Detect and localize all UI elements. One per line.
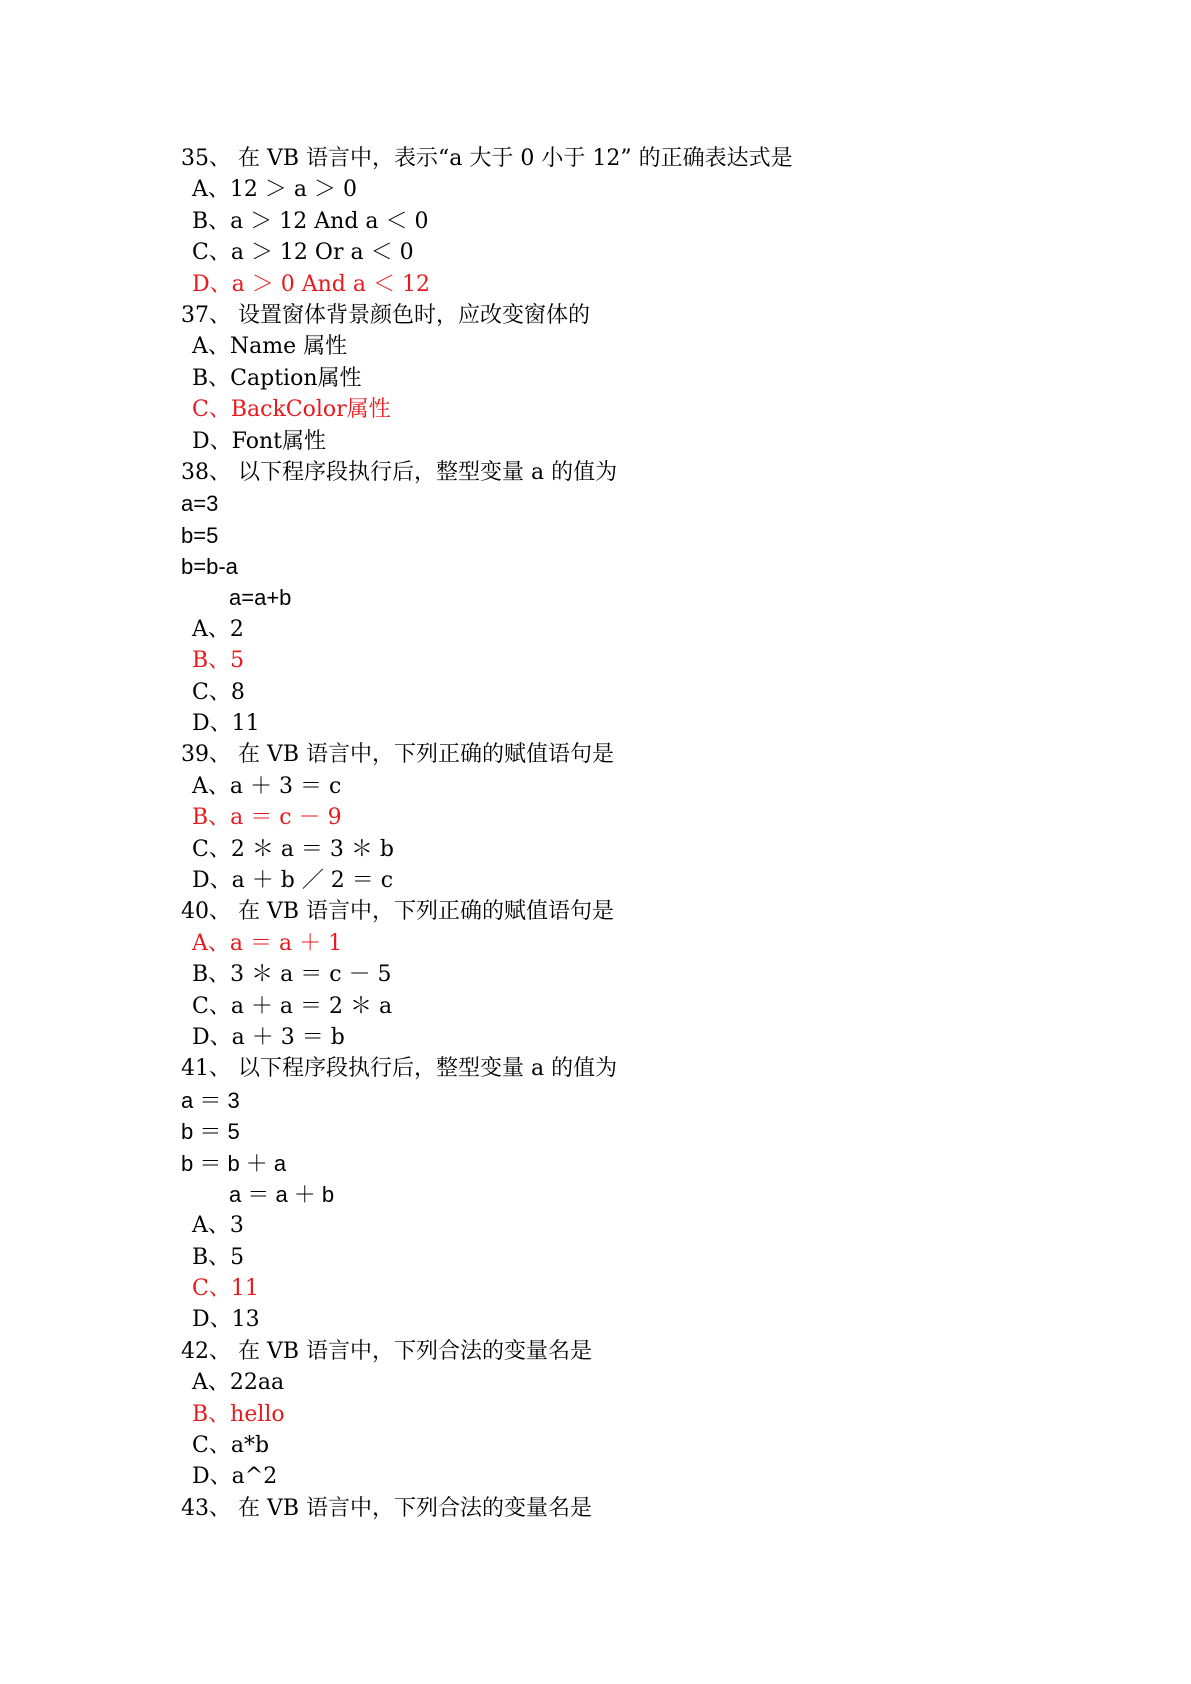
question-list	[181, 143, 1081, 1524]
option-41-a: A、3	[192, 1213, 244, 1239]
option-42-d: D、a^2	[192, 1464, 278, 1490]
option-39-c: C、2 ＊ a ＝ 3 ＊ b	[192, 836, 394, 862]
question-35: 35、 在 VB 语言中，表示“a 大于 0 小于 12” 的正确表达式是	[181, 146, 793, 171]
option-38-b-correct: B、5	[192, 648, 245, 674]
question-38: 38、 以下程序段执行后，整型变量 a 的值为	[181, 459, 618, 485]
question-39: 39、 在 VB 语言中，下列正确的赋值语句是	[181, 742, 615, 768]
option-38-d: D、11	[192, 711, 260, 737]
option-35-a: A、12 ＞ a ＞ 0	[192, 177, 357, 203]
option-37-a: A、Name 属性	[192, 334, 348, 360]
code-line-41-2: b ＝ 5	[181, 1119, 240, 1145]
option-40-a-correct: A、a ＝ a ＋ 1	[192, 930, 343, 956]
code-line-41-4: a ＝ a ＋ b	[229, 1181, 335, 1207]
option-41-b: B、5	[192, 1244, 245, 1270]
question-42: 42、 在 VB 语言中，下列合法的变量名是	[181, 1338, 593, 1364]
code-line-38-4: a=a+b	[229, 585, 292, 611]
code-line-38-3: b=b-a	[181, 554, 238, 580]
option-39-d: D、a ＋ b ／ 2 ＝ c	[192, 867, 394, 893]
option-39-b-correct: B、a ＝ c － 9	[192, 805, 342, 831]
option-40-d: D、a ＋ 3 ＝ b	[192, 1024, 345, 1050]
option-35-c: C、a ＞ 12 Or a ＜ 0	[192, 240, 414, 266]
question-37: 37、 设置窗体背景颜色时，应改变窗体的	[181, 302, 590, 328]
code-line-41-3: b ＝ b ＋ a	[181, 1150, 287, 1176]
option-37-b: B、Caption属性	[192, 365, 362, 391]
code-line-38-2: b=5	[181, 522, 219, 548]
option-41-d: D、13	[192, 1307, 260, 1333]
option-41-c-correct: C、11	[192, 1276, 259, 1302]
option-42-b-correct: B、hello	[192, 1401, 285, 1427]
option-35-b: B、a ＞ 12 And a ＜ 0	[192, 208, 429, 234]
option-38-c: C、8	[192, 679, 245, 705]
option-38-a: A、2	[192, 616, 244, 642]
option-40-b: B、3 ＊ a ＝ c － 5	[192, 962, 392, 988]
option-37-c-correct: C、BackColor属性	[192, 397, 391, 423]
option-40-c: C、a ＋ a ＝ 2 ＊ a	[192, 993, 393, 1019]
option-42-c: C、a*b	[192, 1433, 270, 1459]
question-41: 41、 以下程序段执行后，整型变量 a 的值为	[181, 1056, 618, 1082]
question-43: 43、 在 VB 语言中，下列合法的变量名是	[181, 1495, 593, 1521]
option-42-a: A、22aa	[192, 1370, 285, 1396]
code-line-41-1: a ＝ 3	[181, 1087, 240, 1113]
option-35-d-correct: D、a ＞ 0 And a ＜ 12	[192, 271, 430, 297]
option-37-d: D、Font属性	[192, 428, 326, 454]
option-39-a: A、a ＋ 3 ＝ c	[192, 773, 342, 799]
code-line-38-1: a=3	[181, 491, 219, 517]
question-40: 40、 在 VB 语言中，下列正确的赋值语句是	[181, 899, 615, 925]
